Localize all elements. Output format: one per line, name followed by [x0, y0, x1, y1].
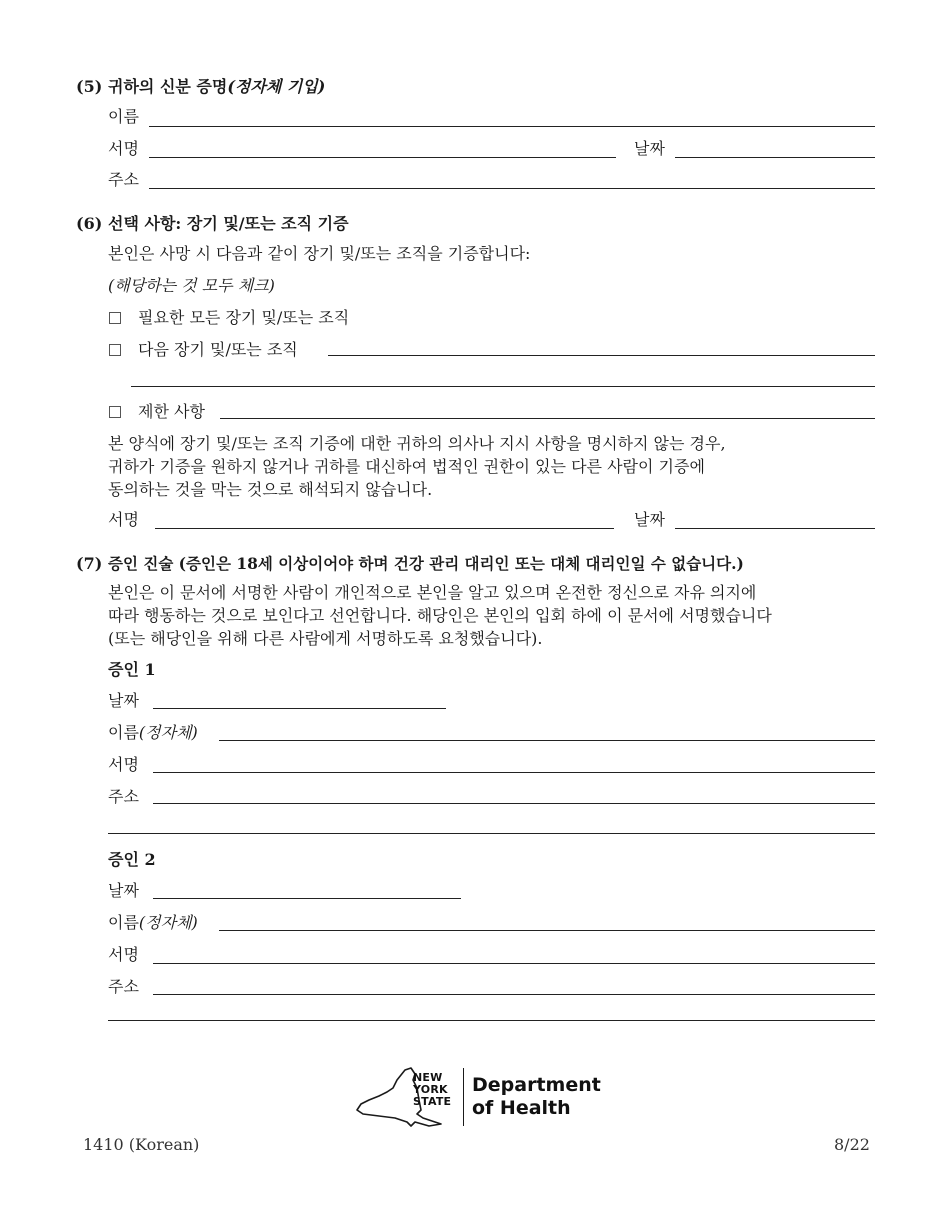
witness-2-name-label-text: 이름 [108, 913, 139, 932]
option-limitations-label: 제한 사항 [138, 402, 205, 421]
witness-2-address-field-continued[interactable] [108, 1020, 875, 1021]
section-7-title: 증인 진술 (증인은 18세 이상이어야 하며 건강 관리 대리인 또는 대체 대리인일 수 없습니다.) [108, 554, 744, 573]
witness-1-heading: 증인 1 [108, 660, 156, 679]
witness-1-address-field[interactable] [153, 803, 875, 804]
section-6-signature-field[interactable] [155, 528, 614, 529]
section-5-date-field[interactable] [675, 157, 875, 158]
witness-1-date-label: 날짜 [108, 691, 139, 710]
option-limitations-checkbox[interactable] [109, 406, 121, 418]
witness-2-address-label: 주소 [108, 977, 139, 996]
section-6-title: 선택 사항: 장기 및/또는 조직 기증 [108, 214, 349, 233]
section-6-number: (6) [76, 214, 103, 233]
section-6-paragraph-line-1: 본 양식에 장기 및/또는 조직 기증에 대한 귀하의 의사나 지시 사항을 명시하지 않는 경우, [108, 434, 726, 453]
logo-dept-line-2: of Health [472, 1097, 571, 1119]
witness-1-name-note: (정자체) [138, 723, 198, 742]
logo-divider [463, 1068, 464, 1126]
witness-1-signature-label: 서명 [108, 755, 139, 774]
option-specific-organs-label: 다음 장기 및/또는 조직 [138, 340, 298, 359]
section-5-address-field[interactable] [149, 188, 875, 189]
section-5-name-field[interactable] [149, 126, 875, 127]
section-5-signature-field[interactable] [149, 157, 616, 158]
section-6-paragraph-line-3: 동의하는 것을 막는 것으로 해석되지 않습니다. [108, 480, 433, 499]
section-6-date-label: 날짜 [634, 510, 665, 529]
logo-state-line-3: STATE [413, 1095, 452, 1108]
option-all-organs-checkbox[interactable] [109, 312, 121, 324]
specific-organs-field-continued[interactable] [131, 386, 875, 387]
witness-2-name-note: (정자체) [138, 913, 198, 932]
section-5-title-text: 귀하의 신분 증명 [108, 77, 228, 96]
witness-2-heading: 증인 2 [108, 850, 156, 869]
section-5-signature-label: 서명 [108, 139, 139, 158]
witness-2-name-label [108, 913, 198, 933]
witness-2-date-label: 날짜 [108, 881, 139, 900]
section-7-paragraph-line-3: (또는 해당인을 위해 다른 사람에게 서명하도록 요청했습니다). [108, 629, 543, 648]
section-5-title-note: (정자체 기입) [227, 77, 326, 96]
witness-2-name-field[interactable] [219, 930, 875, 931]
section-7-paragraph-line-1: 본인은 이 문서에 서명한 사람이 개인적으로 본인을 알고 있으며 온전한 정신으로 자유 의지에 [108, 583, 757, 602]
footer-revision: 8/22 [834, 1135, 870, 1154]
footer-form-id: 1410 (Korean) [83, 1135, 200, 1154]
section-5-number: (5) [76, 77, 103, 96]
witness-1-name-label [108, 723, 198, 743]
section-5-address-label: 주소 [108, 170, 139, 189]
witness-2-address-field[interactable] [153, 994, 875, 995]
witness-1-date-field[interactable] [153, 708, 446, 709]
witness-2-date-field[interactable] [153, 898, 461, 899]
option-all-organs-label: 필요한 모든 장기 및/또는 조직 [138, 308, 350, 327]
section-6-paragraph-line-2: 귀하가 기증을 원하지 않거나 귀하를 대신하여 법적인 권한이 있는 다른 사람이 기증에 [108, 457, 705, 476]
section-5-title [108, 77, 325, 97]
section-6-date-field[interactable] [675, 528, 875, 529]
limitations-field[interactable] [220, 418, 875, 419]
section-6-check-all-note: (해당하는 것 모두 체크) [108, 276, 275, 295]
witness-1-name-label-text: 이름 [108, 723, 139, 742]
logo-state-line-1: NEW [413, 1071, 443, 1084]
section-7-number: (7) [76, 554, 103, 573]
witness-1-address-label: 주소 [108, 787, 139, 806]
witness-2-signature-label: 서명 [108, 945, 139, 964]
witness-1-signature-field[interactable] [153, 772, 875, 773]
specific-organs-field[interactable] [328, 355, 875, 356]
witness-1-name-field[interactable] [219, 740, 875, 741]
section-7-paragraph-line-2: 따라 행동하는 것으로 보인다고 선언합니다. 해당인은 본인의 입회 하에 이 문서에 서명했습니다 [108, 606, 772, 625]
option-specific-organs-checkbox[interactable] [109, 344, 121, 356]
logo-dept-line-1: Department [472, 1074, 601, 1096]
section-6-intro: 본인은 사망 시 다음과 같이 장기 및/또는 조직을 기증합니다: [108, 244, 531, 263]
section-5-name-label: 이름 [108, 107, 139, 126]
witness-2-signature-field[interactable] [153, 963, 875, 964]
nys-doh-logo [355, 1066, 601, 1128]
logo-state-line-2: YORK [413, 1083, 448, 1096]
section-6-signature-label: 서명 [108, 510, 139, 529]
section-5-date-label: 날짜 [634, 139, 665, 158]
witness-1-address-field-continued[interactable] [108, 833, 875, 834]
